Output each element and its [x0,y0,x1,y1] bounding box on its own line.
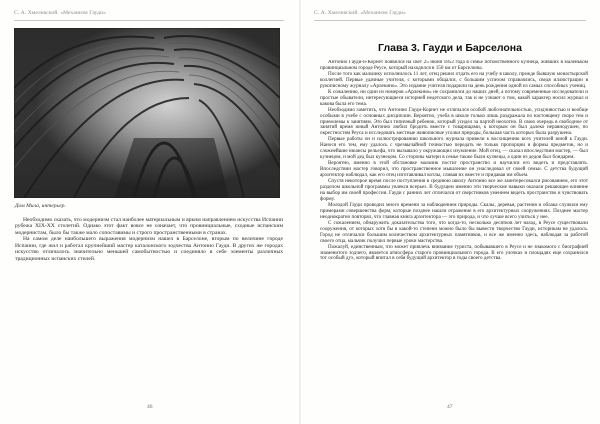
paragraph: Первые работы он и иллюстрированию школьного журнала привели к восхищению всех учителей юной к Гауди. Нанося его тем, ему удалось с чрезвычайной точностью передать не только пропорции и формы предметов, но и сложнейшие нюансы рельефа, что вызывало у окружающих изумление. Мой отец, — сказал впоследствии мастер, — был кузнецом, и мой дед был кузнецом. Со стороны матери в семье также были кузнецы, а один из дедов был бондарем. [320,136,588,161]
right-running-head: С. А. Хмелевский. «Механизм Гауди» [314,10,406,16]
paragraph: Молодой Гауди проводил много времени за наблюдением природы. Скалы, деревья, растения и облака служили ему примерами совершенства форм, которые позднее нашли отражение в его архитектурных сооружениях. Позднее мастер неоднократно повторял, что главная книга архитектора — это природа, и что лучше всего учиться у нее. [320,201,588,220]
paragraph: После того как мальчику исполнилось 11 лет, отец решил отдать его на учебу в школу, прежде бывшую монастырской коллегией. Первые удачные учителя, с которыми общался, с большим успехом справлялись, сведя иллюстрации в рукописному журналу «Арлекино». Это издание учителя подарили на день рождения одной из самых способных учениц. [320,70,588,89]
paragraph: Пожалуй, единственным, что может привлечь внимание туриста, побывавшего в Реусе и не знакомого с биографией знаменитого зодчего, является атмосфера старого провинциального города. В его улочках и площадях еще сохранился тот особый дух, который впитал в себя будущий архитектор в годы своего детства. [320,243,588,262]
paragraph: Необходимо сказать, что модернизм стал наиболее материальным и ярким направлением искусства Испании рубежа XIX-XX столетий. Однако этот факт вовсе не означает, что провинциальные, сходные испанским модернистам, было бы также мало сопоставимы и строго пространственными в странах. [15,217,283,236]
paragraph: На самом деле наибольшего выражения модернизм нашел в Барселоне, вторым по величине городе Испании, где жил и работал крупнейший мастер каталонского зодчества Антонио Гауди. В других же городах искусство отличалось значительно меньшей самобытностью и соединяло в себе элементы различных традиционных испанских стилей. [15,236,283,262]
left-running-head: С. А. Хмелевский. «Механизм Гауди» [14,10,106,16]
paragraph: Необходимо заметить, что Антонио Гауди-Корнет не отличался особой любознательностью, усидчивостью и вообще особыми в учебе с основных дисциплин. Вероятно, учеба в школе только лишь раздражала по настоящему скоро тем и приемлемы к занятиям. Это был типичный ребенок, который усидел за партой неохотно. В свою очередь в свободное от занятий время юный Антонио любил бродить вместе с товарищами, к которым он был далеко неравнодушен, по окрестностям Реуса и исследовать местные живописные уголки природы, большая часть которых была разрушена. [320,106,588,137]
right-header-rule [314,20,586,21]
left-header-rule [14,20,284,21]
left-page-number: 46 [147,404,153,410]
interior-photo [14,28,280,198]
paragraph: Антонио Гауди-и-Корнет появился на свет 25 июня 1852 года в семье потомственного кузнеца, живших в маленьком провинциальном городе Реусе, который находился в 150 км от Барселоны. [320,60,588,71]
casa-mila-interior-image [14,28,280,198]
right-page-number: 47 [447,404,453,410]
photo-caption: Дом Мила, интерьер. [15,203,66,209]
chapter-title: Глава 3. Гауди и Барселона [378,42,522,54]
paragraph: С сожалением, обнаружить доказательства того, что когда-то, несколько десятков лет назад, в Реусе существовали сооружения, от которых хотя бы в какой-то степени можно было бы вывести творчество Гауди, историкам не удалось. Город не отличался большим количеством архитектурных памятников, и все же именно здесь, наблюдая за работой своего отца, мальчик получил первые уроки мастерства. [320,219,588,244]
book-spine [299,0,301,424]
right-body-text [320,60,588,396]
paragraph: Спустя некоторое время после поступления в среднюю школу Антонио все же заинтересовался рисованием, его этот разделом школьной программы увлекся всерьез. В будущем именно эти творческие навыки оказали решающее влияние на выбор им своей профессии. Гауди с ранних лет отличался от сверстников умением видеть пространство и чувствовать форму. [320,178,588,202]
left-body-text [15,217,283,262]
paragraph: Вероятно, именно в этой обстановке мальчик постиг пространство и научился его видеть и представлять. Впоследствии мастер говорил, что пространственное мышление он унаследовал от своей семьи. С детства будущий архитектор наблюдал, как его отец изготавливал котлы, сливая их вместе и придавая им объем. [320,160,588,179]
paragraph: К сожалению, ни один из номеров «Арлекино» не сохранился до наших дней, а потому современные исследователи и простые обыватели, интересующиеся историей недетского дела, так и не узнают о том, какой характер носил журнал и какова была его тема. [320,88,588,107]
